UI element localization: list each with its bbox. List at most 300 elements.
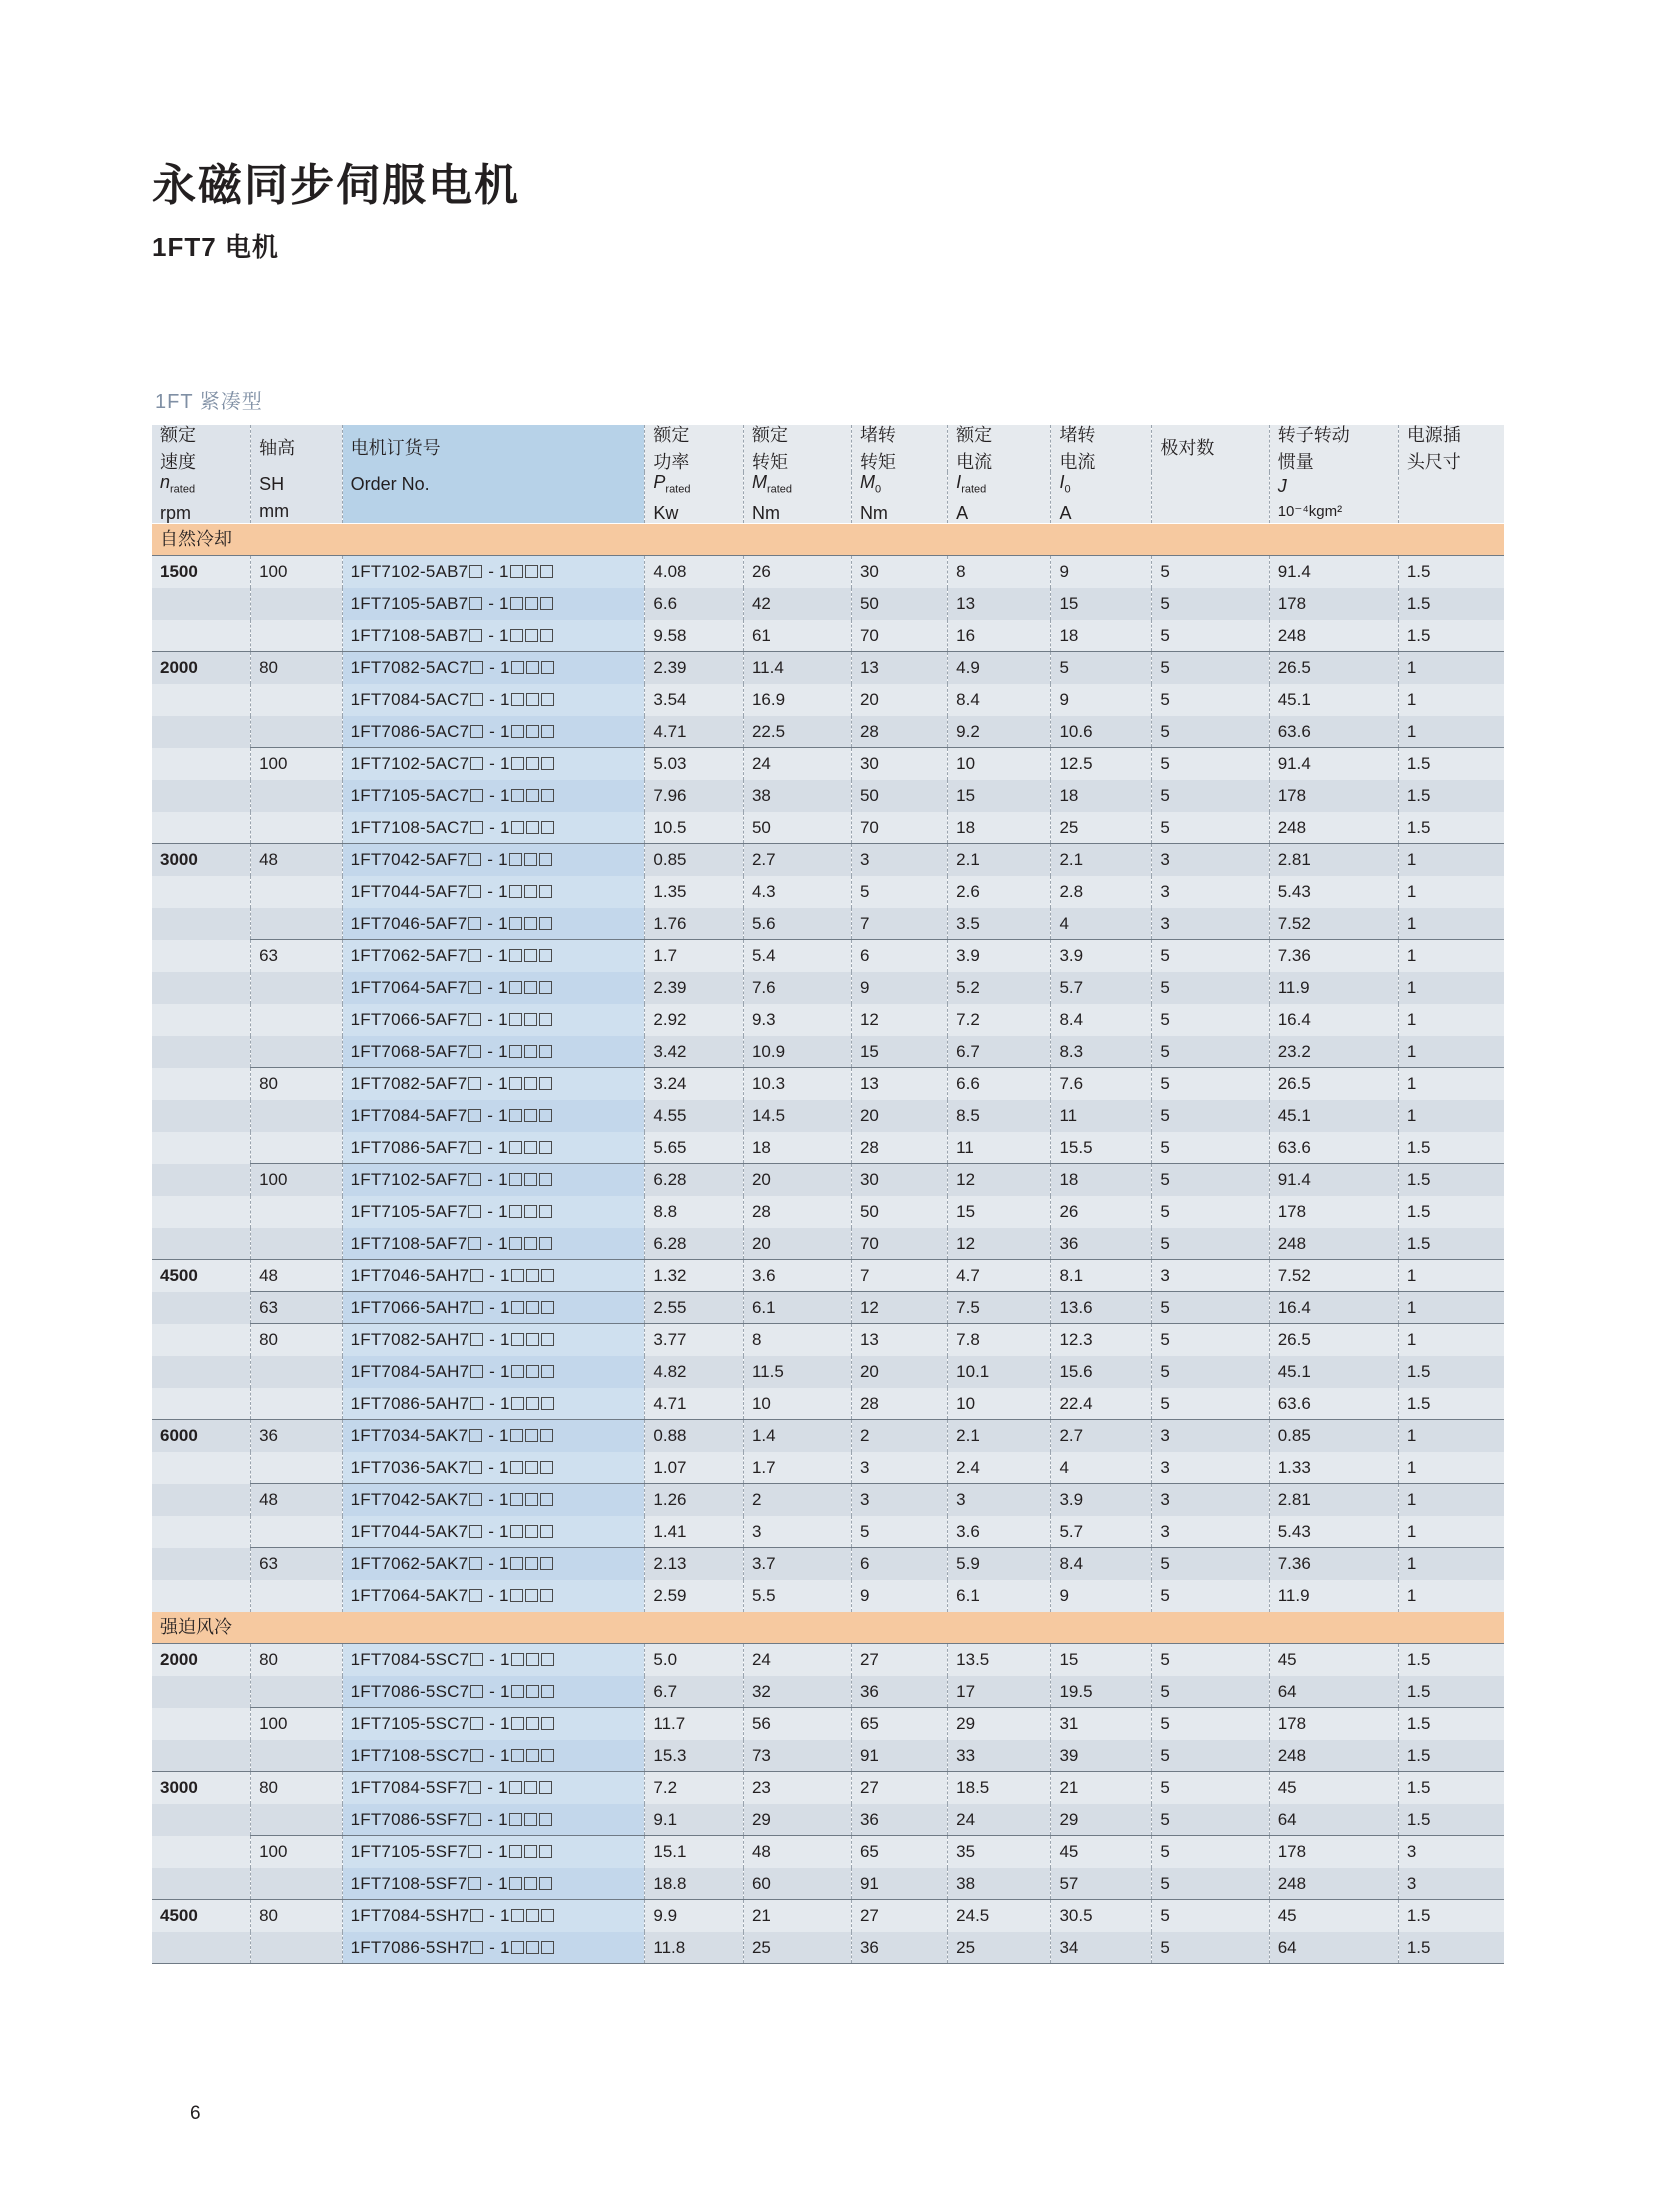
cell-rated-power: 5.65 xyxy=(645,1132,744,1164)
cell-rated-power: 4.82 xyxy=(645,1356,744,1388)
order-placeholder-box xyxy=(525,1461,538,1474)
cell-pole-pairs: 5 xyxy=(1152,1196,1269,1228)
cell-shaft-height: 80 xyxy=(251,1644,343,1676)
cell-rated-power: 6.28 xyxy=(645,1228,744,1260)
cell-rated-power: 0.85 xyxy=(645,844,744,876)
cell-stall-torque: 12 xyxy=(851,1004,947,1036)
cell-power-plug-size: 1 xyxy=(1398,1036,1504,1068)
col-symbol-4: $M_{rated}$ Nm xyxy=(743,472,851,523)
order-placeholder-box xyxy=(541,1397,554,1410)
cell-rated-torque: 3 xyxy=(743,1516,851,1548)
order-placeholder-box xyxy=(511,661,524,674)
order-placeholder-box xyxy=(469,1429,482,1442)
order-placeholder-box xyxy=(525,1525,538,1538)
cell-order-number: 1FT7084-5SC7 - 1 xyxy=(342,1644,645,1676)
cell-rotor-inertia: 178 xyxy=(1269,780,1398,812)
cell-pole-pairs: 3 xyxy=(1152,844,1269,876)
cell-order-number: 1FT7066-5AH7 - 1 xyxy=(342,1292,645,1324)
order-placeholder-box xyxy=(539,949,552,962)
cell-rated-power: 11.7 xyxy=(645,1708,744,1740)
specification-table xyxy=(152,425,1504,1964)
table-row xyxy=(152,1836,1504,1868)
cell-rated-speed: 3000 xyxy=(152,1772,251,1804)
cell-power-plug-size: 1 xyxy=(1398,876,1504,908)
cell-rated-torque: 32 xyxy=(743,1676,851,1708)
cell-rated-speed xyxy=(152,684,251,716)
cell-rotor-inertia: 63.6 xyxy=(1269,1132,1398,1164)
cell-rated-current: 18 xyxy=(948,812,1051,844)
table-row xyxy=(152,1740,1504,1772)
cell-rated-current: 2.6 xyxy=(948,876,1051,908)
cell-rated-current: 2.1 xyxy=(948,844,1051,876)
order-placeholder-box xyxy=(509,1077,522,1090)
cell-power-plug-size: 1.5 xyxy=(1398,1804,1504,1836)
cell-pole-pairs: 5 xyxy=(1152,716,1269,748)
order-placeholder-box xyxy=(524,1781,537,1794)
cell-rated-current: 24.5 xyxy=(948,1900,1051,1932)
cell-stall-current: 57 xyxy=(1051,1868,1152,1900)
cell-shaft-height: 80 xyxy=(251,652,343,684)
order-placeholder-box xyxy=(470,757,483,770)
order-placeholder-box xyxy=(511,1941,524,1954)
order-placeholder-box xyxy=(526,757,539,770)
cell-order-number: 1FT7084-5SH7 - 1 xyxy=(342,1900,645,1932)
cell-rated-torque: 20 xyxy=(743,1228,851,1260)
cell-rated-current: 3.6 xyxy=(948,1516,1051,1548)
cell-rotor-inertia: 45.1 xyxy=(1269,1356,1398,1388)
cell-rated-speed xyxy=(152,1804,251,1836)
order-placeholder-box xyxy=(469,1557,482,1570)
cell-pole-pairs: 5 xyxy=(1152,1868,1269,1900)
cell-shaft-height: 100 xyxy=(251,1836,343,1868)
cell-rated-power: 10.5 xyxy=(645,812,744,844)
cell-rotor-inertia: 11.9 xyxy=(1269,972,1398,1004)
cell-rated-power: 1.35 xyxy=(645,876,744,908)
cell-power-plug-size: 1 xyxy=(1398,1484,1504,1516)
cell-pole-pairs: 5 xyxy=(1152,940,1269,972)
col-symbol-6: $I_{rated}$ A xyxy=(948,472,1051,523)
cell-rated-current: 5.9 xyxy=(948,1548,1051,1580)
cell-rated-torque: 11.5 xyxy=(743,1356,851,1388)
cell-order-number: 1FT7036-5AK7 - 1 xyxy=(342,1452,645,1484)
col-header-6: 额定 电流 xyxy=(948,425,1051,472)
cell-rated-speed: 2000 xyxy=(152,652,251,684)
order-placeholder-box xyxy=(509,949,522,962)
order-placeholder-box xyxy=(509,1109,522,1122)
cell-rated-speed xyxy=(152,1740,251,1772)
order-placeholder-box xyxy=(511,1269,524,1282)
col-symbol-1: SH mm xyxy=(251,472,343,523)
order-placeholder-box xyxy=(511,821,524,834)
cell-rated-speed xyxy=(152,1356,251,1388)
order-placeholder-box xyxy=(511,789,524,802)
order-placeholder-box xyxy=(468,1813,481,1826)
table-row xyxy=(152,556,1504,588)
cell-rotor-inertia: 16.4 xyxy=(1269,1004,1398,1036)
cell-rated-speed xyxy=(152,1132,251,1164)
cell-pole-pairs: 5 xyxy=(1152,1388,1269,1420)
cell-rated-current: 3.9 xyxy=(948,940,1051,972)
order-placeholder-box xyxy=(540,1525,553,1538)
cell-stall-current: 8.3 xyxy=(1051,1036,1152,1068)
cell-rated-speed xyxy=(152,1516,251,1548)
cell-pole-pairs: 5 xyxy=(1152,684,1269,716)
order-placeholder-box xyxy=(524,1109,537,1122)
table-row xyxy=(152,1644,1504,1676)
cell-stall-torque: 27 xyxy=(851,1644,947,1676)
order-placeholder-box xyxy=(525,1493,538,1506)
order-placeholder-box xyxy=(509,1237,522,1250)
cell-stall-current: 8.1 xyxy=(1051,1260,1152,1292)
cell-rated-power: 2.13 xyxy=(645,1548,744,1580)
cell-shaft-height xyxy=(251,1132,343,1164)
order-placeholder-box xyxy=(470,789,483,802)
cell-rated-speed xyxy=(152,1324,251,1356)
order-placeholder-box xyxy=(540,1557,553,1570)
cell-rated-torque: 22.5 xyxy=(743,716,851,748)
cooling-band-row xyxy=(152,1612,1504,1644)
table-row xyxy=(152,716,1504,748)
cell-power-plug-size: 1.5 xyxy=(1398,780,1504,812)
order-placeholder-box xyxy=(526,725,539,738)
cell-pole-pairs: 3 xyxy=(1152,1420,1269,1452)
cell-pole-pairs: 5 xyxy=(1152,1292,1269,1324)
cell-pole-pairs: 5 xyxy=(1152,748,1269,780)
cell-rated-power: 2.39 xyxy=(645,652,744,684)
cell-power-plug-size: 1 xyxy=(1398,1548,1504,1580)
table-row xyxy=(152,1420,1504,1452)
cell-rotor-inertia: 178 xyxy=(1269,1196,1398,1228)
col-header-9: 转子转动 惯量 xyxy=(1269,425,1398,472)
order-placeholder-box xyxy=(510,1493,523,1506)
cell-rated-current: 29 xyxy=(948,1708,1051,1740)
cell-stall-torque: 70 xyxy=(851,812,947,844)
cell-power-plug-size: 1.5 xyxy=(1398,1164,1504,1196)
cell-order-number: 1FT7108-5AF7 - 1 xyxy=(342,1228,645,1260)
order-placeholder-box xyxy=(541,1333,554,1346)
order-placeholder-box xyxy=(469,1461,482,1474)
order-placeholder-box xyxy=(526,1397,539,1410)
table-row xyxy=(152,1292,1504,1324)
cell-rated-current: 18.5 xyxy=(948,1772,1051,1804)
cell-rated-power: 3.77 xyxy=(645,1324,744,1356)
cell-rated-torque: 2 xyxy=(743,1484,851,1516)
cell-power-plug-size: 1.5 xyxy=(1398,812,1504,844)
cell-rated-power: 3.42 xyxy=(645,1036,744,1068)
cell-rated-torque: 24 xyxy=(743,1644,851,1676)
cell-rotor-inertia: 64 xyxy=(1269,1804,1398,1836)
col-symbol-5: $M_0$ Nm xyxy=(851,472,947,523)
order-placeholder-box xyxy=(511,1365,524,1378)
col-symbol-8 xyxy=(1152,472,1269,523)
cell-power-plug-size: 1 xyxy=(1398,940,1504,972)
cell-shaft-height xyxy=(251,780,343,812)
cell-power-plug-size: 1 xyxy=(1398,1292,1504,1324)
cell-order-number: 1FT7044-5AK7 - 1 xyxy=(342,1516,645,1548)
cell-shaft-height xyxy=(251,1100,343,1132)
order-placeholder-box xyxy=(540,1493,553,1506)
cell-rated-speed xyxy=(152,1068,251,1100)
order-placeholder-box xyxy=(539,1077,552,1090)
cell-rated-torque: 60 xyxy=(743,1868,851,1900)
cell-pole-pairs: 3 xyxy=(1152,1452,1269,1484)
order-placeholder-box xyxy=(540,565,553,578)
cell-rated-power: 4.71 xyxy=(645,716,744,748)
cell-pole-pairs: 5 xyxy=(1152,1900,1269,1932)
table-row xyxy=(152,1196,1504,1228)
cell-rated-power: 0.88 xyxy=(645,1420,744,1452)
cell-power-plug-size: 1.5 xyxy=(1398,1356,1504,1388)
table-row xyxy=(152,684,1504,716)
order-placeholder-box xyxy=(469,1493,482,1506)
table-row xyxy=(152,1036,1504,1068)
cell-rotor-inertia: 178 xyxy=(1269,588,1398,620)
cell-power-plug-size: 1.5 xyxy=(1398,1740,1504,1772)
order-placeholder-box xyxy=(509,917,522,930)
order-placeholder-box xyxy=(511,1717,524,1730)
order-placeholder-box xyxy=(510,565,523,578)
cell-order-number: 1FT7082-5AF7 - 1 xyxy=(342,1068,645,1100)
cell-rotor-inertia: 23.2 xyxy=(1269,1036,1398,1068)
order-placeholder-box xyxy=(524,981,537,994)
col-header-4: 额定 转矩 xyxy=(743,425,851,472)
cell-rotor-inertia: 5.43 xyxy=(1269,876,1398,908)
cell-shaft-height: 48 xyxy=(251,844,343,876)
order-placeholder-box xyxy=(526,1269,539,1282)
cell-shaft-height: 80 xyxy=(251,1324,343,1356)
cell-stall-current: 39 xyxy=(1051,1740,1152,1772)
cell-shaft-height: 48 xyxy=(251,1484,343,1516)
cell-order-number: 1FT7064-5AF7 - 1 xyxy=(342,972,645,1004)
order-placeholder-box xyxy=(470,725,483,738)
order-placeholder-box xyxy=(539,917,552,930)
order-placeholder-box xyxy=(470,1269,483,1282)
cell-power-plug-size: 1 xyxy=(1398,844,1504,876)
order-placeholder-box xyxy=(470,1909,483,1922)
order-placeholder-box xyxy=(468,1877,481,1890)
cell-rated-power: 9.9 xyxy=(645,1900,744,1932)
order-placeholder-box xyxy=(541,789,554,802)
cell-power-plug-size: 1 xyxy=(1398,1004,1504,1036)
order-placeholder-box xyxy=(525,629,538,642)
order-placeholder-box xyxy=(539,1813,552,1826)
cell-rated-torque: 6.1 xyxy=(743,1292,851,1324)
col-header-7: 堵转 电流 xyxy=(1051,425,1152,472)
order-placeholder-box xyxy=(511,1909,524,1922)
table-row xyxy=(152,588,1504,620)
order-placeholder-box xyxy=(526,1333,539,1346)
cell-rated-speed xyxy=(152,1452,251,1484)
cell-rated-current: 3 xyxy=(948,1484,1051,1516)
cell-rated-current: 2.4 xyxy=(948,1452,1051,1484)
order-placeholder-box xyxy=(511,1749,524,1762)
order-placeholder-box xyxy=(541,1941,554,1954)
cell-stall-torque: 15 xyxy=(851,1036,947,1068)
cell-stall-torque: 9 xyxy=(851,1580,947,1612)
cell-rated-current: 13 xyxy=(948,588,1051,620)
cell-rated-current: 6.6 xyxy=(948,1068,1051,1100)
cell-order-number: 1FT7086-5SH7 - 1 xyxy=(342,1932,645,1964)
order-placeholder-box xyxy=(468,1109,481,1122)
cell-pole-pairs: 5 xyxy=(1152,1324,1269,1356)
cell-rated-power: 1.26 xyxy=(645,1484,744,1516)
cell-rated-power: 7.2 xyxy=(645,1772,744,1804)
cell-rated-current: 16 xyxy=(948,620,1051,652)
cell-rated-current: 5.2 xyxy=(948,972,1051,1004)
cell-stall-current: 45 xyxy=(1051,1836,1152,1868)
cell-order-number: 1FT7034-5AK7 - 1 xyxy=(342,1420,645,1452)
cell-order-number: 1FT7044-5AF7 - 1 xyxy=(342,876,645,908)
order-placeholder-box xyxy=(509,853,522,866)
order-placeholder-box xyxy=(510,1589,523,1602)
table-row xyxy=(152,972,1504,1004)
col-header-0: 额定 速度 xyxy=(152,425,251,472)
order-placeholder-box xyxy=(470,1685,483,1698)
cell-order-number: 1FT7105-5SF7 - 1 xyxy=(342,1836,645,1868)
cell-shaft-height xyxy=(251,1868,343,1900)
cell-power-plug-size: 3 xyxy=(1398,1836,1504,1868)
cell-stall-current: 2.1 xyxy=(1051,844,1152,876)
cell-rated-current: 10 xyxy=(948,1388,1051,1420)
cell-order-number: 1FT7108-5SF7 - 1 xyxy=(342,1868,645,1900)
table-row xyxy=(152,1004,1504,1036)
order-placeholder-box xyxy=(539,1781,552,1794)
cell-rated-speed xyxy=(152,876,251,908)
table-row xyxy=(152,1260,1504,1292)
col-header-1: 轴高 xyxy=(251,425,343,472)
order-placeholder-box xyxy=(526,693,539,706)
order-placeholder-box xyxy=(470,1749,483,1762)
cell-stall-torque: 20 xyxy=(851,1100,947,1132)
col-header-3: 额定 功率 xyxy=(645,425,744,472)
order-placeholder-box xyxy=(526,1717,539,1730)
cell-rotor-inertia: 16.4 xyxy=(1269,1292,1398,1324)
cell-rated-current: 11 xyxy=(948,1132,1051,1164)
cell-pole-pairs: 5 xyxy=(1152,1804,1269,1836)
order-placeholder-box xyxy=(469,629,482,642)
cell-rated-speed: 1500 xyxy=(152,556,251,588)
order-placeholder-box xyxy=(540,629,553,642)
table-row xyxy=(152,1868,1504,1900)
order-placeholder-box xyxy=(524,1877,537,1890)
cell-stall-torque: 36 xyxy=(851,1932,947,1964)
cell-stall-torque: 91 xyxy=(851,1868,947,1900)
order-placeholder-box xyxy=(509,1205,522,1218)
cell-stall-current: 26 xyxy=(1051,1196,1152,1228)
cell-stall-torque: 70 xyxy=(851,1228,947,1260)
cell-rated-power: 18.8 xyxy=(645,1868,744,1900)
table-header-row-labels xyxy=(152,425,1504,472)
page-title: 永磁同步伺服电机 xyxy=(152,161,520,210)
cell-power-plug-size: 1.5 xyxy=(1398,1708,1504,1740)
cell-stall-current: 8.4 xyxy=(1051,1004,1152,1036)
order-placeholder-box xyxy=(541,1717,554,1730)
cell-rated-current: 4.7 xyxy=(948,1260,1051,1292)
cell-pole-pairs: 5 xyxy=(1152,780,1269,812)
cell-rated-power: 5.0 xyxy=(645,1644,744,1676)
table-row xyxy=(152,876,1504,908)
cell-stall-current: 19.5 xyxy=(1051,1676,1152,1708)
table-row xyxy=(152,1356,1504,1388)
cell-rated-speed xyxy=(152,1228,251,1260)
cell-stall-torque: 28 xyxy=(851,1132,947,1164)
order-placeholder-box xyxy=(509,1877,522,1890)
order-placeholder-box xyxy=(524,853,537,866)
order-placeholder-box xyxy=(539,1845,552,1858)
cell-pole-pairs: 5 xyxy=(1152,812,1269,844)
cell-pole-pairs: 5 xyxy=(1152,1164,1269,1196)
table-row xyxy=(152,1132,1504,1164)
order-placeholder-box xyxy=(511,1685,524,1698)
order-placeholder-box xyxy=(468,1237,481,1250)
cell-shaft-height xyxy=(251,812,343,844)
cell-shaft-height xyxy=(251,1356,343,1388)
cell-rated-current: 24 xyxy=(948,1804,1051,1836)
cell-rated-current: 8 xyxy=(948,556,1051,588)
cell-power-plug-size: 1 xyxy=(1398,1068,1504,1100)
cell-rated-current: 8.5 xyxy=(948,1100,1051,1132)
order-placeholder-box xyxy=(525,565,538,578)
table-header-row-symbols xyxy=(152,472,1504,523)
cell-rotor-inertia: 248 xyxy=(1269,1868,1398,1900)
order-placeholder-box xyxy=(524,1141,537,1154)
order-placeholder-box xyxy=(540,1589,553,1602)
cell-rotor-inertia: 91.4 xyxy=(1269,556,1398,588)
cell-stall-torque: 5 xyxy=(851,1516,947,1548)
cell-order-number: 1FT7068-5AF7 - 1 xyxy=(342,1036,645,1068)
cell-rated-speed: 4500 xyxy=(152,1900,251,1932)
cell-rotor-inertia: 7.36 xyxy=(1269,940,1398,972)
cell-stall-torque: 3 xyxy=(851,1452,947,1484)
cell-rated-current: 3.5 xyxy=(948,908,1051,940)
cell-order-number: 1FT7105-5SC7 - 1 xyxy=(342,1708,645,1740)
order-placeholder-box xyxy=(539,853,552,866)
cell-stall-torque: 3 xyxy=(851,1484,947,1516)
cell-stall-torque: 28 xyxy=(851,1388,947,1420)
cell-stall-current: 4 xyxy=(1051,1452,1152,1484)
cell-stall-current: 5.7 xyxy=(1051,1516,1152,1548)
order-placeholder-box xyxy=(524,1173,537,1186)
cell-rated-torque: 24 xyxy=(743,748,851,780)
order-placeholder-box xyxy=(524,1237,537,1250)
cell-stall-torque: 7 xyxy=(851,908,947,940)
cell-shaft-height xyxy=(251,588,343,620)
cell-rated-power: 3.54 xyxy=(645,684,744,716)
order-placeholder-box xyxy=(509,1845,522,1858)
cell-stall-torque: 30 xyxy=(851,1164,947,1196)
cell-rotor-inertia: 7.36 xyxy=(1269,1548,1398,1580)
cell-rotor-inertia: 248 xyxy=(1269,1228,1398,1260)
cell-rated-torque: 38 xyxy=(743,780,851,812)
order-placeholder-box xyxy=(470,1301,483,1314)
cell-shaft-height xyxy=(251,1388,343,1420)
table-row xyxy=(152,1804,1504,1836)
table-row xyxy=(152,1708,1504,1740)
cell-stall-current: 2.8 xyxy=(1051,876,1152,908)
cell-power-plug-size: 1 xyxy=(1398,652,1504,684)
cell-stall-current: 4 xyxy=(1051,908,1152,940)
cell-shaft-height xyxy=(251,1516,343,1548)
order-placeholder-box xyxy=(524,949,537,962)
order-placeholder-box xyxy=(470,1653,483,1666)
cell-order-number: 1FT7082-5AH7 - 1 xyxy=(342,1324,645,1356)
cell-pole-pairs: 5 xyxy=(1152,1036,1269,1068)
cell-stall-current: 7.6 xyxy=(1051,1068,1152,1100)
cell-stall-current: 9 xyxy=(1051,1580,1152,1612)
cell-stall-torque: 65 xyxy=(851,1708,947,1740)
table-row xyxy=(152,1388,1504,1420)
cell-pole-pairs: 5 xyxy=(1152,1644,1269,1676)
